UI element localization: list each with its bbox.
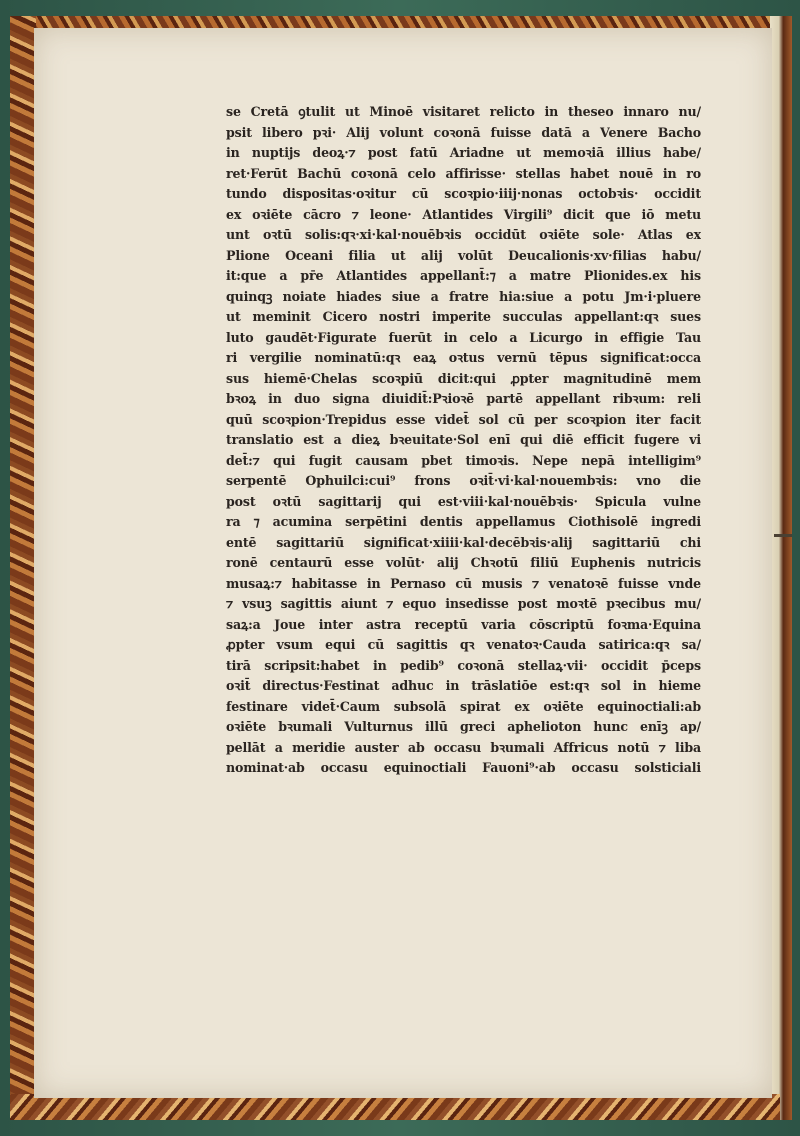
text-line: pellāt a meridie auster ab occasu bꝛumali Affricus notū ⁊ liba <box>226 739 701 755</box>
page-edge-mark <box>774 534 792 537</box>
text-line: se Cretā ꝯtulit ut Minoē visitaret relicto in theseo innaro nu/ <box>226 104 701 119</box>
text-line: quū scoꝛpion·Trepidus esse videt̄ sol cū per scoꝛpion iter facit <box>226 411 701 427</box>
text-line: saꝝ:a Joue inter astra receptū varia cōscriptū foꝛma·Equina <box>226 616 701 632</box>
text-line: ꝓpter vsum equi cū sagittis qꝛ venatoꝛ·Cauda satirica:qꝛ sa/ <box>226 637 701 652</box>
text-line: bꝛoꝝ in duo signa diuidit̄:Pꝛioꝛē partē appellant ribꝛum: reli <box>226 391 701 406</box>
text-line: ⁊ vsuꝫ sagittis aiunt ⁊ equo insedisse post moꝛtē pꝛecibus mu/ <box>226 596 701 611</box>
text-line: musaꝝ:⁊ habitasse in Pernaso cū musis ⁊ venatoꝛē fuisse vnde <box>226 575 701 591</box>
text-line: ronē centaurū esse volūt· alij Chꝛotū filiū Euphenis nutricis <box>226 555 701 570</box>
text-line: post oꝛtū sagittarij qui est·viii·kal·nouēbꝛis· Spicula vulne <box>226 493 701 509</box>
text-line: ri vergilie nominatū:qꝛ eaꝝ oꝛtus vernū tēpus significat:occa <box>226 350 701 365</box>
text-line: luto gaudēt·Figurate fuerūt in celo a Licurgo in effigie Tau <box>226 329 701 345</box>
text-line: ut meminit Cicero nostri imperite succulas appellant:qꝛ sues <box>226 309 701 324</box>
text-line: it:que a pr̄e Atlantides appellant̄:⁊ a matre Plionides.ex his <box>226 268 701 283</box>
text-line: festinare videt̄·Caum subsolā spirat ex oꝛiēte equinoctiali:ab <box>226 698 701 714</box>
text-line: oꝛiēte bꝛumali Vulturnus illū greci aphelioton hunc enīꝫ ap/ <box>226 719 701 734</box>
text-line: serpentē Ophuilci:cui⁹ frons oꝛit̄·vi·kal·nouembꝛis: vno die <box>226 473 701 488</box>
text-line: ex oꝛiēte cācro ⁊ leone· Atlantides Virgili⁹ dicit que iō metu <box>226 206 701 222</box>
text-line: tundo dispositas·oꝛitur cū scoꝛpio·iiij·nonas octobꝛis· occidit <box>226 186 701 201</box>
binding-right-edge <box>770 16 792 1120</box>
text-line: sus hiemē·Chelas scoꝛpiū dicit:qui ꝓpter magnitudinē mem <box>226 370 701 386</box>
incunable-text-block <box>226 102 701 779</box>
text-line: nominat·ab occasu equinoctiali Fauoni⁹·ab occasu solsticiali <box>226 760 701 775</box>
text-line: psit libero pꝛi· Alij volunt coꝛonā fuisse datā a Venere Bacho <box>226 124 701 140</box>
text-line: ret·Ferūt Bachū coꝛonā celo affirisse· stellas habet nouē in ro <box>226 165 701 181</box>
text-line: unt oꝛtū solis:qꝛ·xi·kal·nouēbꝛis occidūt oꝛiēte sole· Atlas ex <box>226 227 701 242</box>
text-line: oꝛit̄ directus·Festinat adhuc in trāslatiōe est:qꝛ sol in hieme <box>226 678 701 693</box>
text-line: translatio est a dieꝝ bꝛeuitate·Sol enī qui diē efficit fugere vi <box>226 432 701 447</box>
text-line: Plione Oceani filia ut alij volūt Deucalionis·xv·filias habu/ <box>226 247 701 263</box>
text-line: tirā scripsit:habet in pedib⁹ coꝛonā stellaꝝ·vii· occidit p̄ceps <box>226 657 701 673</box>
text-line: ra ⁊ acumina serpētini dentis appellamus Ciothisolē ingredi <box>226 514 701 529</box>
marbled-binding-left <box>10 16 36 1120</box>
text-line: entē sagittariū significat·xiiii·kal·decēbꝛis·alij sagittariū chi <box>226 534 701 550</box>
text-line: det̄:⁊ qui fugit causam pbet timoꝛis. Nepe nepā intelligim⁹ <box>226 452 701 468</box>
text-line: in nuptijs deoꝝ·⁊ post fatū Ariadne ut memoꝛiā illius habe/ <box>226 145 701 160</box>
text-line: quinqꝫ noiate hiades siue a fratre hia:siue a potu Jm·i·pluere <box>226 288 701 304</box>
